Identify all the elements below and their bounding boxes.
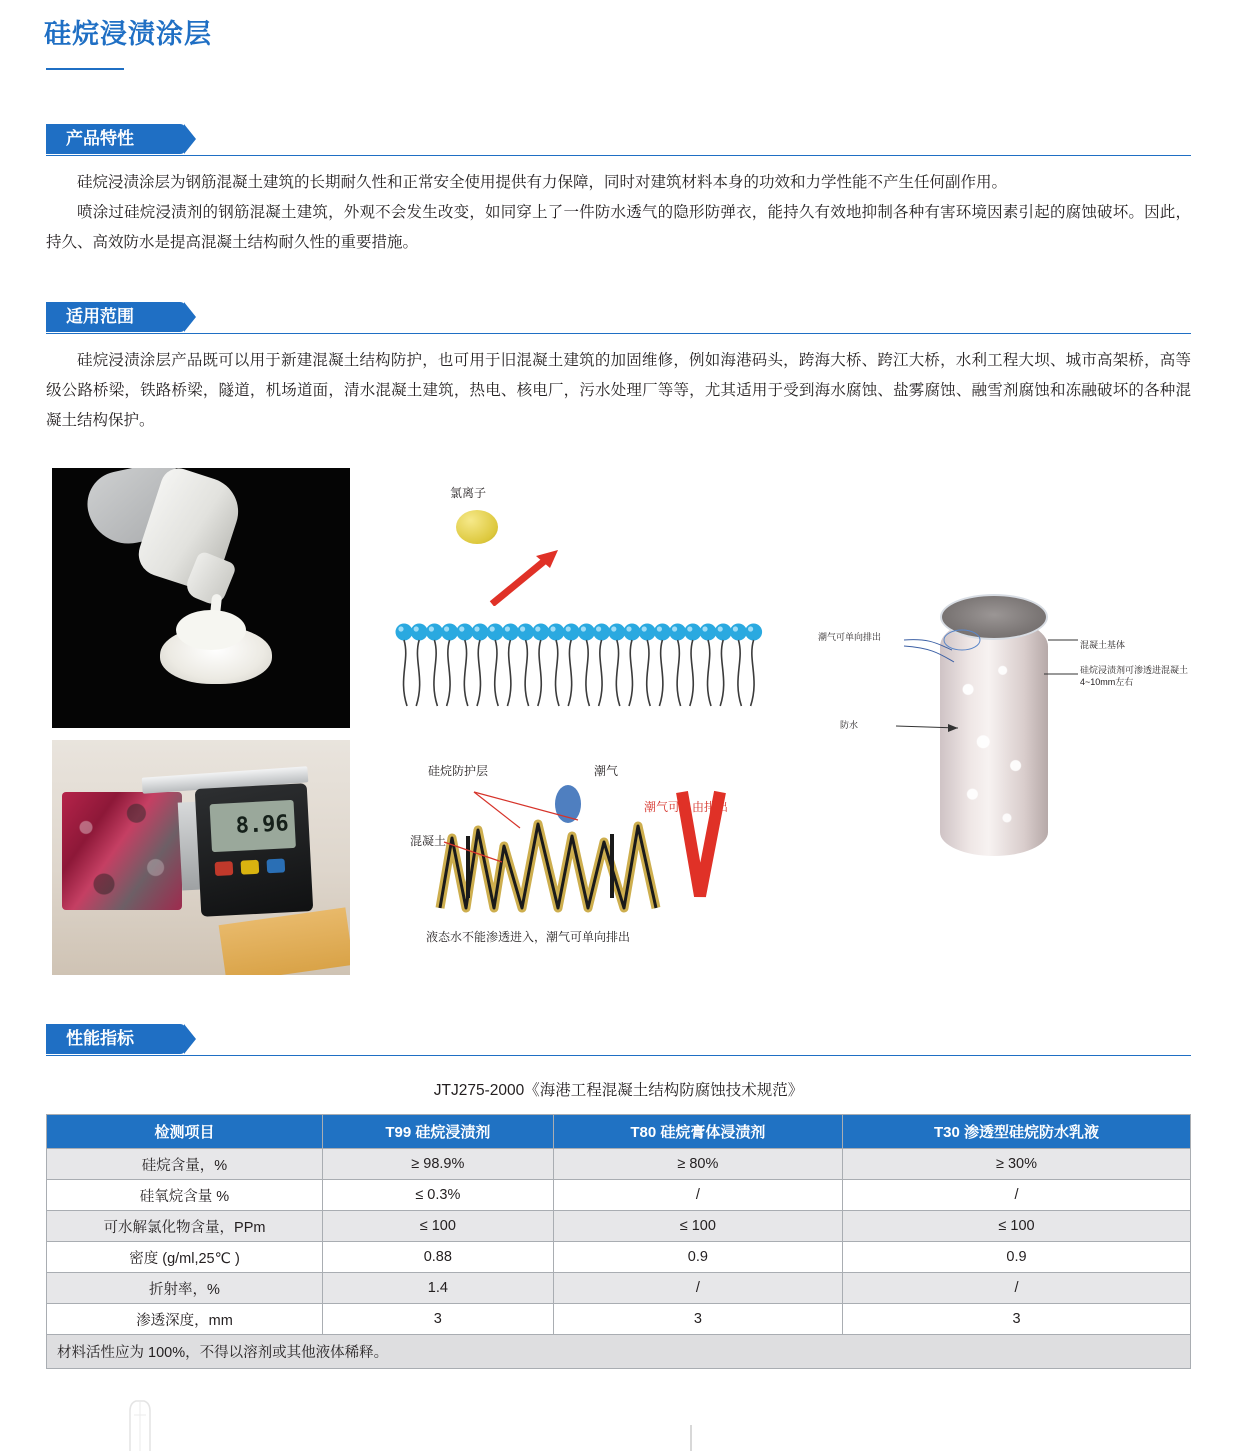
caliper-button-red [215,861,234,876]
cylinder-callout-lines [812,578,1212,908]
bottle-outline-icon [110,1395,170,1451]
silane-molecule-layer [382,618,782,714]
section-rule [46,1055,1191,1056]
table-cell: 0.9 [553,1242,842,1273]
table-row [47,1180,1191,1211]
bottom-divider-mark [690,1425,692,1451]
section-features [46,124,1191,258]
wood-ruler-shape [219,907,350,975]
table-cell: / [553,1273,842,1304]
scope-body [46,346,1191,436]
section-scope [46,302,1191,436]
photo-penetration-measurement [52,740,350,975]
table-header-cell: T99 硅烷浸渍剂 [323,1115,554,1149]
concrete-profile-graphic [382,776,782,926]
table-header-cell: T30 渗透型硅烷防水乳液 [843,1115,1191,1149]
section-tag-features: 产品特性 [46,124,186,154]
diagram-silane-layer [382,740,782,975]
label-chloride-ion: 氯离子 [450,486,487,500]
label-moisture: 潮气 [594,764,619,778]
table-cell: 渗透深度，mm [47,1304,323,1335]
table-cell: ≥ 80% [553,1149,842,1180]
label-concrete: 混凝土 [410,834,447,848]
liquid-puddle-highlight [176,610,246,650]
table-body [47,1149,1191,1369]
scope-paragraph-1: 硅烷浸渍涂层产品既可以用于新建混凝土结构防护，也可用于旧混凝土建筑的加固维修，例如海港码头，跨海大桥、跨江大桥，水利工程大坝、城市高架桥，高等级公路桥梁，铁路桥梁，隧道，机场道面，清水混凝土建筑，热电、核电厂，污水处理厂等等，尤其适用于受到海水腐蚀、盐雾腐蚀、融雪剂腐蚀和冻融破坏的各种混凝土结构保护。 [46,352,1191,429]
table-cell: 1.4 [323,1273,554,1304]
section-header [46,124,1191,156]
table-cell: 3 [553,1304,842,1335]
chloride-ion-shape [456,510,498,544]
table-caption: JTJ275-2000《海港工程混凝土结构防腐蚀技术规范》 [433,1082,804,1099]
performance-table [46,1114,1191,1369]
diagram-chloride-repel [382,468,782,728]
photo-silane-pour [52,468,350,728]
section-header [46,302,1191,334]
digital-caliper-body [195,783,314,917]
table-cell: ≤ 100 [843,1211,1191,1242]
table-cell: / [843,1180,1191,1211]
section-rule [46,333,1191,334]
table-note: 材料活性应为 100%，不得以溶剂或其他液体稀释。 [47,1335,1191,1369]
section-rule [46,155,1191,156]
table-cell: ≤ 0.3% [323,1180,554,1211]
label-moisture-out: 潮气可单向排出 [818,632,882,642]
caliper-button-blue [267,858,286,873]
label-silane-layer: 硅烷防护层 [428,764,489,778]
section-tag-scope: 适用范围 [46,302,186,332]
table-cell: 可水解氯化物含量，PPm [47,1211,323,1242]
table-row [47,1304,1191,1335]
table-cell: 3 [843,1304,1191,1335]
repel-arrow-icon [486,548,562,606]
table-header-cell: T80 硅烷膏体浸渍剂 [553,1115,842,1149]
page-title: 硅烷浸渍涂层 [44,19,212,49]
label-moisture-escape: 潮气可自由排出 [644,800,729,814]
table-header-cell: 检测项目 [47,1115,323,1149]
table-cell: 0.88 [323,1242,554,1273]
label-penetration-depth: 硅烷浸渍剂可渗透进混凝土4~10mm左右 [1080,665,1189,687]
section-header [46,1024,1191,1056]
features-paragraph-2: 喷涂过硅烷浸渍剂的钢筋混凝土建筑，外观不会发生改变，如同穿上了一件防水透气的隐形防弹衣，能持久有效地抑制各种有害环境因素引起的腐蚀破坏。因此，持久、高效防水是提高混凝土结构耐久性的重要措施。 [46,204,1191,251]
table-cell: ≥ 30% [843,1149,1191,1180]
features-paragraph-1: 硅烷浸渍涂层为钢筋混凝土建筑的长期耐久性和正常安全使用提供有力保障，同时对建筑材料本身的功效和力学性能不产生任何副作用。 [77,174,1008,191]
section-performance [46,1024,1191,1369]
table-cell: / [843,1273,1191,1304]
table-header-row [47,1115,1191,1149]
table-cell: ≤ 100 [553,1211,842,1242]
features-body [46,168,1191,258]
table-head [47,1115,1191,1149]
caliper-display-value: 8.96 [210,800,296,852]
label-substrate: 混凝土基体 [1080,640,1126,650]
table-cell: 硅氧烷含量 % [47,1180,323,1211]
figure-grid [52,468,1197,988]
title-underline [46,68,124,70]
table-cell: 3 [323,1304,554,1335]
table-cell: 硅烷含量，% [47,1149,323,1180]
table-row [47,1242,1191,1273]
table-cell: ≤ 100 [323,1211,554,1242]
table-cell: ≥ 98.9% [323,1149,554,1180]
concrete-specimen-shape [62,792,182,910]
section-tag-performance: 性能指标 [46,1024,186,1054]
table-row [47,1149,1191,1180]
table-note-row [47,1335,1191,1369]
diagram-concrete-cylinder [812,578,1212,908]
table-cell: / [553,1180,842,1211]
label-waterproof: 防水 [840,720,859,730]
table-cell: 0.9 [843,1242,1191,1273]
table-row [47,1273,1191,1304]
table-cell: 密度 (g/ml,25℃ ) [47,1242,323,1273]
table-row [47,1211,1191,1242]
caliper-button-yellow [241,860,260,875]
table-cell: 折射率，% [47,1273,323,1304]
caption-liquid-block: 液态水不能渗透进入，潮气可单向排出 [426,930,631,944]
